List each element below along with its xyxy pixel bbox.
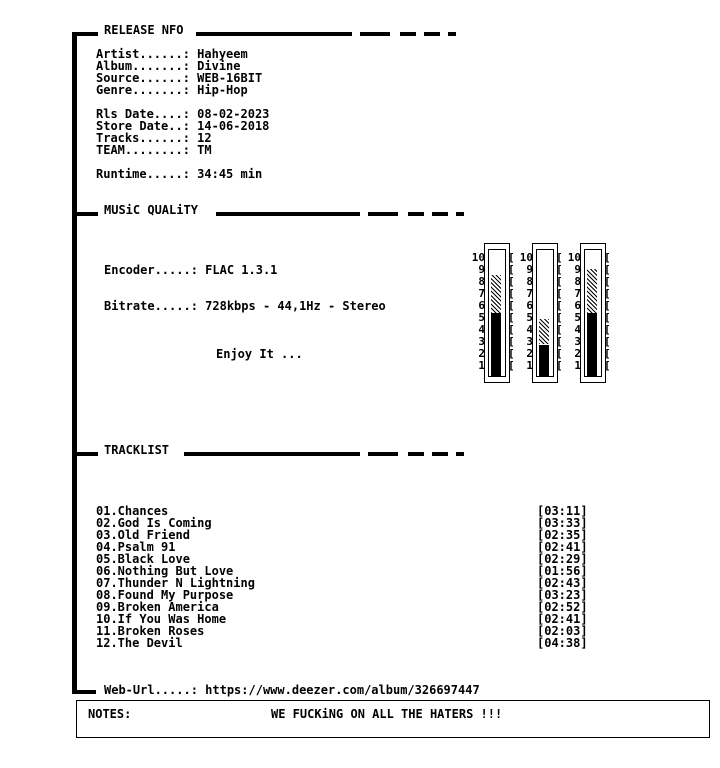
notes-box (76, 700, 710, 738)
quality-header-dash-3 (432, 212, 448, 216)
enjoy-text: Enjoy It ... (216, 347, 303, 361)
vu-meter-tick: [ (604, 251, 611, 264)
release-info-line: Store Date..: 14-06-2018 (96, 119, 270, 133)
vu-meter-scale-label: 2 (478, 347, 485, 360)
vu-meter-tick: [ (556, 275, 563, 288)
track-row (96, 636, 596, 648)
vu-meter-peak (491, 275, 501, 313)
vu-meter-scale-label: 3 (478, 335, 485, 348)
vu-meter-scale-label: 10 (567, 251, 581, 264)
track-title: 06.Nothing But Love (96, 564, 234, 578)
track-row (96, 528, 596, 540)
vu-meter-scale-label: 7 (574, 287, 581, 300)
track-row (96, 588, 596, 600)
bitrate-line: Bitrate.....: 728kbps - 44,1Hz - Stereo (104, 299, 386, 313)
track-title: 08.Found My Purpose (96, 588, 234, 602)
tracklist-header-dash-4 (456, 452, 464, 456)
track-row (96, 576, 596, 588)
vu-meter-tick: [ (508, 299, 515, 312)
vu-meter-tick: [ (604, 347, 611, 360)
vu-meter-scale-label: 10 (471, 251, 485, 264)
vu-meter-tick: [ (604, 275, 611, 288)
vu-meter-tick: [ (508, 263, 515, 276)
vu-meter-tick: [ (604, 311, 611, 324)
tracklist-header-line-left (72, 452, 98, 456)
release-info-line: Album.......: Divine (96, 59, 241, 73)
release-header-dash-2 (400, 32, 416, 36)
vu-meter (471, 243, 515, 383)
vu-meter-tick: [ (556, 299, 563, 312)
vu-meter-tick: [ (508, 311, 515, 324)
vu-meter-scale-label: 9 (526, 263, 533, 276)
vu-meter-tick: [ (508, 251, 515, 264)
vu-meter (519, 243, 563, 383)
tracklist-header-dash-3 (432, 452, 448, 456)
vu-meter-scale-label: 9 (478, 263, 485, 276)
vu-meter-tick: [ (508, 347, 515, 360)
vu-meter-level (491, 313, 501, 376)
vu-meter-tick: [ (508, 287, 515, 300)
track-row (96, 540, 596, 552)
release-info-line: Genre.......: Hip-Hop (96, 83, 248, 97)
tracklist-header-line-right (184, 452, 360, 456)
vu-meter-scale-label: 1 (478, 359, 485, 372)
frame-left-line (72, 32, 77, 694)
vu-meter-scale-label: 4 (526, 323, 533, 336)
release-info-line: Rls Date....: 08-02-2023 (96, 107, 270, 121)
track-title: 09.Broken America (96, 600, 219, 614)
track-title: 04.Psalm 91 (96, 540, 176, 554)
vu-meter-tick: [ (556, 263, 563, 276)
vu-meter-scale-label: 2 (574, 347, 581, 360)
vu-meter-scale-label: 6 (574, 299, 581, 312)
release-info-line: Artist......: Hahyeem (96, 47, 248, 61)
track-title: 10.If You Was Home (96, 612, 227, 626)
vu-meter-peak (539, 319, 549, 344)
quality-header-dash-1 (368, 212, 398, 216)
vu-meter-scale-label: 8 (526, 275, 533, 288)
track-title: 07.Thunder N Lightning (96, 576, 255, 590)
vu-meter-tick: [ (556, 335, 563, 348)
release-header-title: RELEASE NFO (100, 24, 187, 36)
quality-header-line-left (72, 212, 98, 216)
track-duration: [02:43] (537, 576, 588, 590)
release-info-line: TEAM........: TM (96, 143, 212, 157)
vu-meter-tick: [ (604, 359, 611, 372)
vu-meter-scale-label: 3 (574, 335, 581, 348)
quality-header-dash-4 (456, 212, 464, 216)
vu-meter-scale-label: 6 (478, 299, 485, 312)
vu-meter-tick: [ (604, 299, 611, 312)
vu-meter-scale-label: 5 (478, 311, 485, 324)
release-header-line-right (196, 32, 352, 36)
track-title: 12.The Devil (96, 636, 183, 650)
vu-meter-scale-label: 4 (478, 323, 485, 336)
vu-meter-tick: [ (604, 323, 611, 336)
track-title: 01.Chances (96, 504, 169, 518)
track-title: 11.Broken Roses (96, 624, 205, 638)
track-title: 02.God Is Coming (96, 516, 212, 530)
vu-meter-tick: [ (604, 287, 611, 300)
vu-meter-tick: [ (508, 335, 515, 348)
track-duration: [01:56] (537, 564, 588, 578)
vu-meter-scale-label: 7 (526, 287, 533, 300)
tracklist-header-title: TRACKLIST (100, 444, 173, 456)
vu-meter-scale-label: 1 (526, 359, 533, 372)
encoder-line: Encoder.....: FLAC 1.3.1 (104, 263, 278, 277)
track-duration: [02:52] (537, 600, 588, 614)
release-info-line: Source......: WEB-16BIT (96, 71, 263, 85)
vu-meter-scale-label: 3 (526, 335, 533, 348)
quality-header-dash-2 (408, 212, 424, 216)
vu-meter-scale-label: 8 (478, 275, 485, 288)
vu-meter-scale-label: 8 (574, 275, 581, 288)
notes-text: WE FUCKiNG ON ALL THE HATERS !!! (271, 707, 503, 721)
track-duration: [02:41] (537, 612, 588, 626)
vu-meter-scale-label: 2 (526, 347, 533, 360)
release-info-line: Runtime.....: 34:45 min (96, 167, 263, 181)
notes-label: NOTES: (88, 707, 132, 721)
track-row (96, 612, 596, 624)
track-row (96, 504, 596, 516)
vu-meter-tick: [ (604, 263, 611, 276)
vu-meter-tick: [ (556, 359, 563, 372)
vu-meter-tick: [ (556, 323, 563, 336)
track-row (96, 564, 596, 576)
vu-meter-scale-label: 1 (574, 359, 581, 372)
vu-meter-scale-label: 10 (519, 251, 533, 264)
track-duration: [04:38] (537, 636, 588, 650)
quality-header-title: MUSiC QUALiTY (100, 204, 202, 216)
track-duration: [03:33] (537, 516, 588, 530)
release-header-line-left (72, 32, 98, 36)
track-row (96, 624, 596, 636)
vu-meter-tick: [ (556, 251, 563, 264)
track-row (96, 600, 596, 612)
track-title: 05.Black Love (96, 552, 190, 566)
track-duration: [02:35] (537, 528, 588, 542)
vu-meter-scale-label: 6 (526, 299, 533, 312)
vu-meter-level (587, 313, 597, 376)
tracklist-header-dash-2 (408, 452, 424, 456)
vu-meter (567, 243, 611, 383)
vu-meter-tick: [ (556, 287, 563, 300)
vu-meter-tick: [ (556, 347, 563, 360)
track-row (96, 516, 596, 528)
vu-meter-tick: [ (508, 275, 515, 288)
vu-meter-level (539, 345, 549, 377)
vu-meter-tick: [ (508, 359, 515, 372)
release-header-dash-1 (360, 32, 390, 36)
release-info-line: Tracks......: 12 (96, 131, 212, 145)
track-row (96, 552, 596, 564)
vu-meter-tick: [ (508, 323, 515, 336)
vu-meter-scale-label: 7 (478, 287, 485, 300)
release-header-dash-4 (448, 32, 456, 36)
web-url-line: Web-Url.....: https://www.deezer.com/album/326697447 (104, 683, 480, 697)
vu-meter-scale-label: 4 (574, 323, 581, 336)
vu-meter-tick: [ (604, 335, 611, 348)
track-duration: [02:41] (537, 540, 588, 554)
track-duration: [02:03] (537, 624, 588, 638)
track-duration: [02:29] (537, 552, 588, 566)
vu-meter-tick: [ (556, 311, 563, 324)
tracklist-header-dash-1 (368, 452, 398, 456)
release-header-dash-3 (424, 32, 440, 36)
vu-meter-scale-label: 9 (574, 263, 581, 276)
vu-meter-scale-label: 5 (574, 311, 581, 324)
track-duration: [03:23] (537, 588, 588, 602)
vu-meter-scale-label: 5 (526, 311, 533, 324)
vu-meter-peak (587, 269, 597, 313)
frame-bottom-line (72, 690, 96, 694)
track-duration: [03:11] (537, 504, 588, 518)
quality-header-line-right (216, 212, 360, 216)
track-title: 03.Old Friend (96, 528, 190, 542)
